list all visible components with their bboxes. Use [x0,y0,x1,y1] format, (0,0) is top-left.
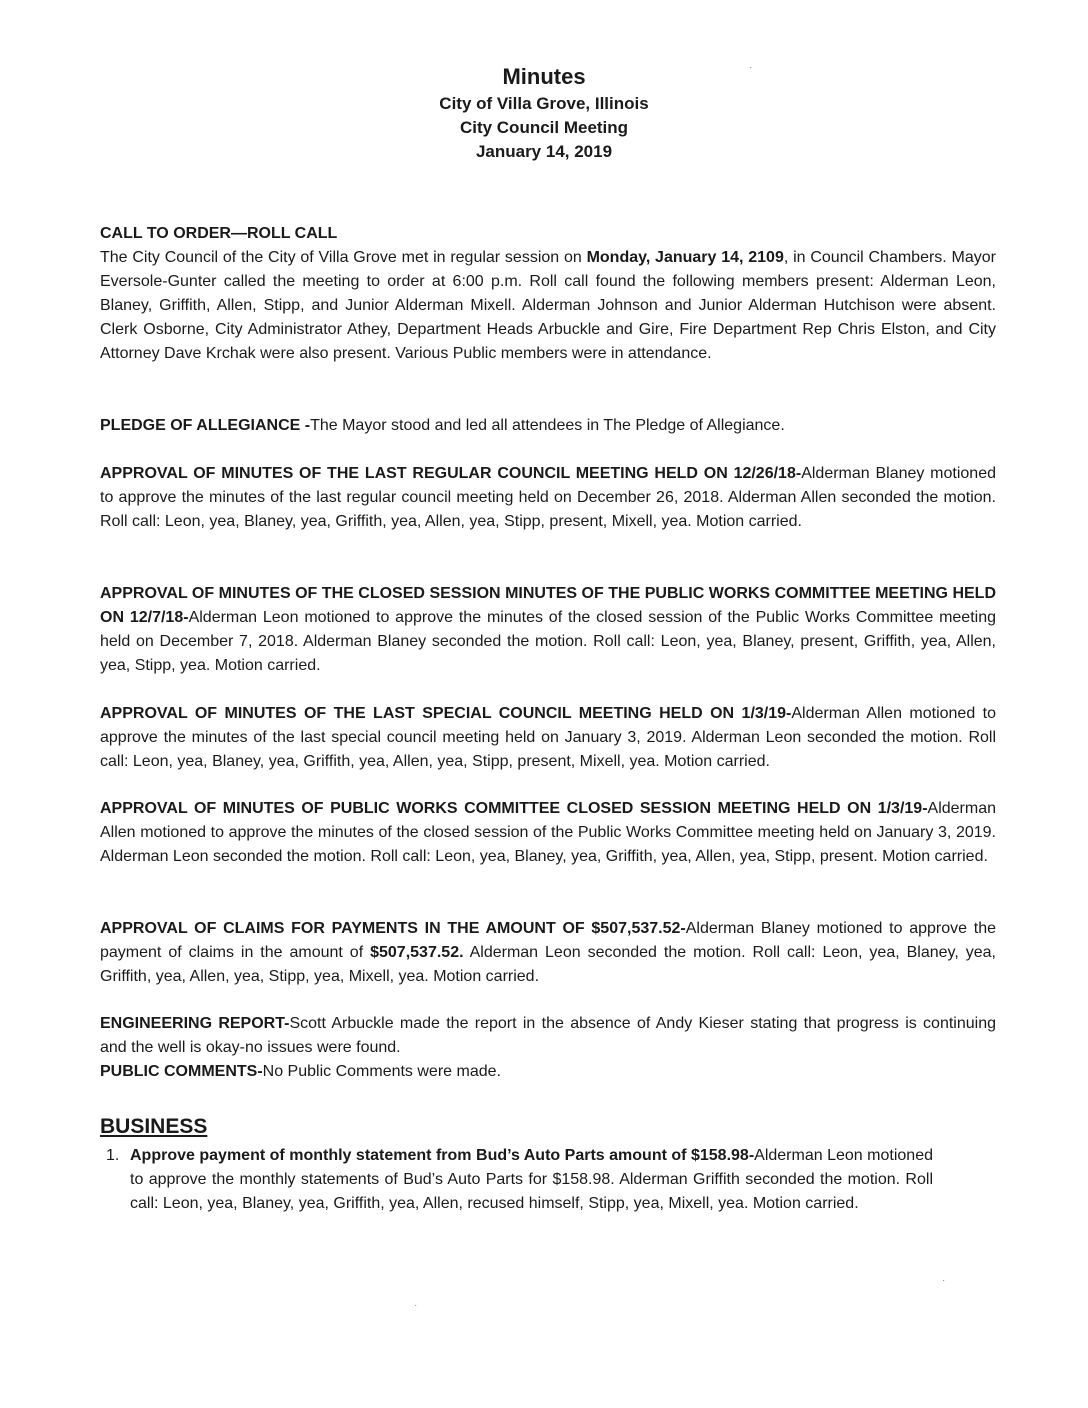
list-item-number: 1. [106,1147,120,1164]
pledge-text: The Mayor stood and led all attendees in The Pledge of Allegiance. [310,417,785,434]
business-heading: BUSINESS [100,1115,208,1138]
engineering-paragraph [100,1012,996,1060]
engineering-heading: ENGINEERING REPORT- [100,1015,290,1032]
meeting-type: City Council Meeting [459,118,629,137]
list-item-heading: Approve payment of monthly statement from Bud’s Auto Parts amount of $158.98- [130,1147,755,1164]
minutes-special-heading: APPROVAL OF MINUTES OF THE LAST SPECIAL COUNCIL MEETING HELD ON 1/3/19- [100,705,792,722]
minutes-pw-closed-text: Alderman Allen motioned to approve the minutes of the closed session of the Public Works Committee meeting held on January 3, 2019. Alderman Leon seconded the motion. Roll call: Leon, yea, Blaney, yea, Griffith, yea, Allen, yea, Stipp, present. Motion carried. [100,800,996,865]
minutes-closed-pw-text: Alderman Leon motioned to approve the minutes of the closed session of the Public Works Committee meeting held on December 7, 2018. Alderman Blaney seconded the motion. Roll call: Leon, yea, Blaney, present, Griffith, yea, Allen, yea, Stipp, yea. Motion carried. [100,609,996,674]
call-to-order-section [100,222,996,366]
scan-speck: · [942,1275,946,1286]
scan-speck: · [749,62,753,73]
claims-text-pre: Alderman Blaney motioned to approve the payment of claims in the amount of [100,920,996,961]
engineering-section [100,1012,996,1084]
minutes-closed-pw-heading: APPROVAL OF MINUTES OF THE CLOSED SESSION MINUTES OF THE PUBLIC WORKS COMMITTEE MEETING HELD ON 12/7/18- [100,585,996,626]
list-item-text: Alderman Leon motioned to approve the monthly statements of Bud’s Auto Parts for $158.98. Alderman Griffith seconded the motion. Roll call: Leon, yea, Blaney, yea, Griffith, yea, Allen, recused himself, Stipp, yea, Mixell, yea. Motion carried. [130,1147,934,1212]
minutes-pw-closed-heading: APPROVAL OF MINUTES OF PUBLIC WORKS COMMITTEE CLOSED SESSION MEETING HELD ON 1/3/19- [100,800,928,817]
public-comments-text: No Public Comments were made. [262,1063,501,1080]
city-name: City of Villa Grove, Illinois [439,94,649,113]
document-header [0,62,1088,164]
minutes-closed-pw-section [100,582,996,678]
minutes-pw-closed-section [100,797,996,869]
call-to-order-heading: CALL TO ORDER—ROLL CALL [100,225,338,242]
business-list [106,1144,934,1216]
minutes-special-text: Alderman Allen motioned to approve the minutes of the last special council meeting held on January 3, 2019. Alderman Leon seconded the motion. Roll call: Leon, yea, Blaney, yea, Griffith, yea, Allen, yea, Stipp, present, Mixell, yea. Motion carried. [100,705,997,770]
public-comments-paragraph [100,1060,996,1084]
list-item [106,1144,934,1216]
claims-text-post: Alderman Leon seconded the motion. Roll call: Leon, yea, Blaney, yea, Griffith, yea, Allen, yea, Stipp, yea, Mixell, yea. Motion carried. [100,944,996,985]
call-to-order-text-pre: The City Council of the City of Villa Grove met in regular session on [100,249,587,266]
claims-section [100,917,996,989]
meeting-date-bold: Monday, January 14, 2109 [586,249,784,266]
meeting-date: January 14, 2019 [475,142,613,161]
claims-amount: $507,537.52. [370,944,464,961]
minutes-regular-section [100,462,996,534]
pledge-section [100,414,996,438]
minutes-special-section [100,702,996,774]
document-title: Minutes [502,64,586,89]
minutes-regular-text: Alderman Blaney motioned to approve the minutes of the last regular council meeting held on December 26, 2018. Alderman Allen seconded the motion. Roll call: Leon, yea, Blaney, yea, Griffith, yea, Allen, yea, Stipp, present, Mixell, yea. Motion carried. [100,465,997,530]
claims-heading: APPROVAL OF CLAIMS FOR PAYMENTS IN THE AMOUNT OF $507,537.52- [100,920,686,937]
public-comments-heading: PUBLIC COMMENTS- [100,1063,263,1080]
call-to-order-text [100,246,996,366]
engineering-text: Scott Arbuckle made the report in the absence of Andy Kieser stating that progress is continuing and the well is okay-no issues were found. [100,1015,997,1056]
pledge-heading: PLEDGE OF ALLEGIANCE - [100,417,311,434]
minutes-regular-heading: APPROVAL OF MINUTES OF THE LAST REGULAR COUNCIL MEETING HELD ON 12/26/18- [100,465,802,482]
call-to-order-text-post: , in Council Chambers. Mayor Eversole-Gunter called the meeting to order at 6:00 p.m. Roll call found the following members present: Alderman Leon, Blaney, Griffith, Allen, Stipp, and Junior Alderman Mixell. Alderman Johnson and Junior Alderman Hutchison were absent. Clerk Osborne, City Administrator Athey, Department Heads Arbuckle and Gire, Fire Department Rep Chris Elston, and City Attorney Dave Krchak were also present. Various Public members were in attendance. [100,249,996,362]
scan-speck: · [414,1300,418,1311]
